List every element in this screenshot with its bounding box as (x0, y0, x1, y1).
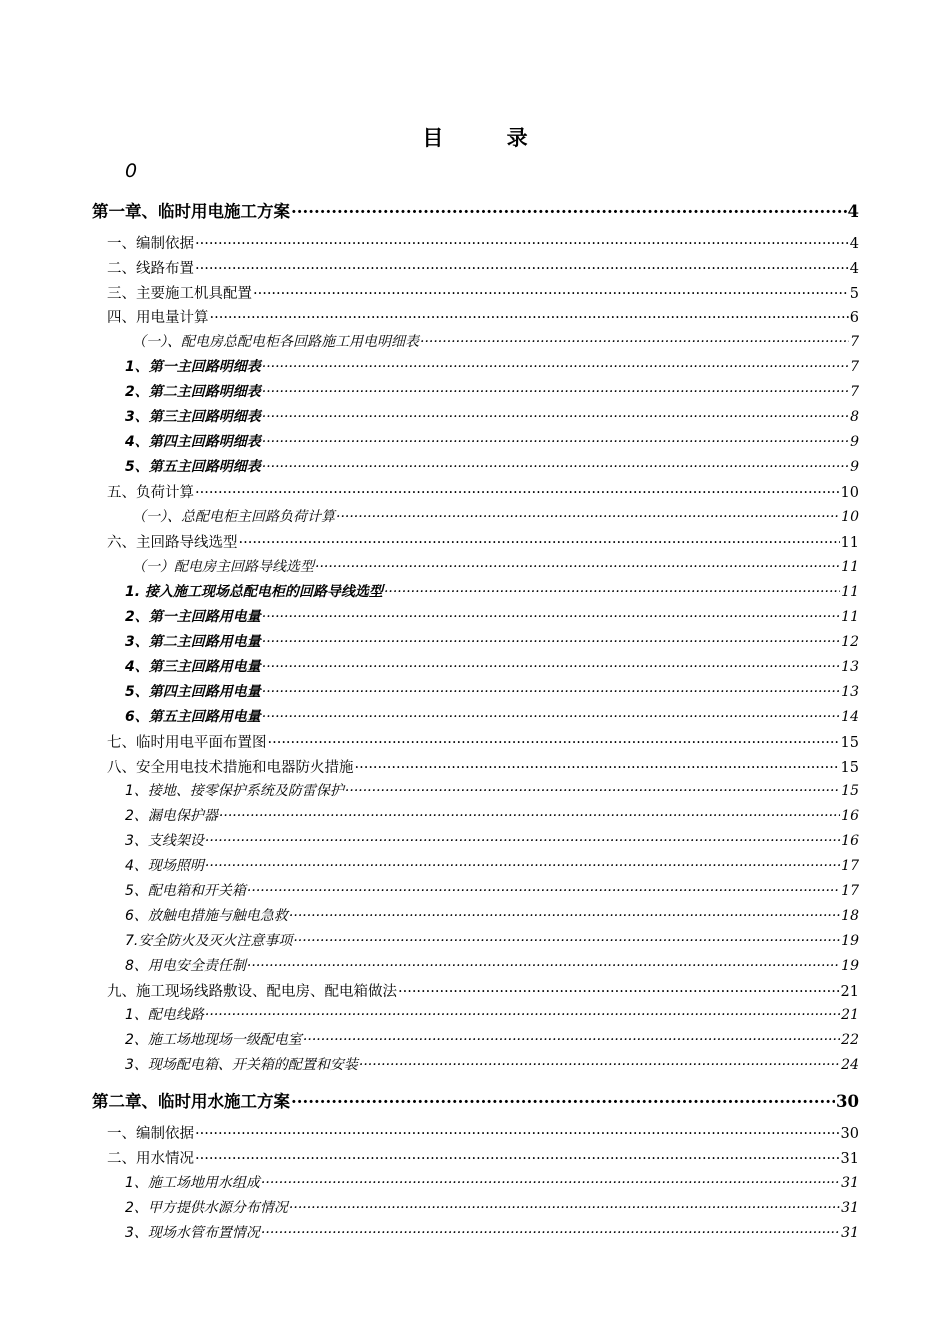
toc-entry-label: 6、放触电措施与触电急救 (125, 908, 288, 925)
toc-entry-page: 31 (841, 1175, 859, 1192)
toc-entry-label: 一、编制依据 (107, 1126, 194, 1142)
toc-entry-page: 19 (841, 958, 859, 975)
dot-leader (262, 631, 840, 646)
toc-entry-label: （一）、配电房总配电柜各回路施工用电明细表 (132, 334, 419, 351)
toc-entry[interactable] (107, 531, 859, 552)
toc-entry-page: 7 (850, 359, 859, 376)
toc-entry-label: 1、接地、接零保护系统及防雷保护 (125, 783, 344, 800)
toc-entry-page: 11 (841, 559, 859, 576)
toc-entry-label: 3、现场水管布置情况 (125, 1225, 260, 1242)
toc-entry-page: 15 (841, 783, 859, 800)
toc-entry[interactable] (125, 681, 859, 701)
toc-entry-label: 3、第三主回路明细表 (125, 409, 261, 426)
toc-entry-label: 2、第二主回路明细表 (125, 384, 261, 401)
dot-leader (195, 257, 849, 273)
dot-leader (420, 331, 849, 346)
toc-entry-page: 17 (841, 883, 859, 900)
toc-entry[interactable] (125, 456, 859, 476)
toc-entry-label: 九、施工现场线路敷设、配电房、配电箱做法 (107, 984, 397, 1000)
toc-entry-page: 31 (840, 1151, 859, 1167)
dot-leader (355, 756, 840, 772)
toc-entry-page: 7 (850, 334, 859, 351)
dot-leader (219, 805, 840, 820)
toc-entry-label: （一）配电房主回路导线选型 (132, 559, 314, 576)
dot-leader (291, 199, 847, 217)
toc-entry-label: 1、配电线路 (125, 1007, 204, 1024)
toc-entry[interactable] (132, 556, 859, 576)
toc-entry-page: 12 (841, 634, 859, 651)
toc-entry[interactable] (125, 1004, 859, 1024)
toc-entry-page: 17 (841, 858, 859, 875)
toc-entry-page: 11 (841, 584, 859, 601)
dot-leader (205, 855, 840, 870)
toc-entry-label: 2、施工场地现场一级配电室 (125, 1032, 302, 1049)
toc-entry[interactable] (125, 780, 859, 800)
dot-leader (195, 481, 840, 497)
toc-entry-label: 2、漏电保护器 (125, 808, 218, 825)
toc-entry[interactable] (107, 756, 859, 777)
toc-entry-label: 5、配电箱和开关箱 (125, 883, 246, 900)
toc-entry-label: 五、负荷计算 (107, 485, 194, 501)
toc-entry-page: 4 (849, 261, 859, 277)
toc-entry[interactable] (125, 855, 859, 875)
dot-leader (239, 531, 840, 547)
toc-entry-label: 3、现场配电箱、开关箱的配置和安装 (125, 1057, 358, 1074)
toc-entry-page: 9 (850, 459, 859, 476)
dot-leader (384, 581, 840, 596)
toc-entry[interactable] (125, 1222, 859, 1242)
toc-entry-page: 5 (849, 286, 859, 302)
toc-entry-label: 3、支线架设 (125, 833, 204, 850)
toc-entry-label: 8、用电安全责任制 (125, 958, 246, 975)
toc-entry[interactable] (125, 706, 859, 726)
dot-leader (195, 232, 849, 248)
dot-leader (359, 1054, 840, 1069)
toc-entry-page: 22 (841, 1032, 859, 1049)
toc-entry-chapter[interactable] (92, 1088, 859, 1112)
toc-entry-page: 31 (841, 1225, 859, 1242)
toc-entry-page: 24 (841, 1057, 859, 1074)
toc-entry-label: 2、甲方提供水源分布情况 (125, 1200, 288, 1217)
toc-entry[interactable] (107, 257, 859, 278)
toc-entry-label: 7.安全防火及灭火注意事项 (125, 933, 293, 950)
dot-leader (205, 1004, 840, 1019)
dot-leader (289, 1197, 840, 1212)
toc-entry-label: 第二章、临时用水施工方案 (92, 1092, 290, 1111)
toc-entry-label: （一）、总配电柜主回路负荷计算 (132, 509, 335, 526)
dot-leader (253, 282, 849, 298)
toc-entry[interactable] (125, 1029, 859, 1049)
toc-entry-label: 四、用电量计算 (107, 310, 209, 326)
toc-entry-label: 1、施工场地用水组成 (125, 1175, 260, 1192)
toc-entry-page: 18 (841, 908, 859, 925)
toc-entry-label: 六、主回路导线选型 (107, 535, 238, 551)
toc-entry-label: 二、用水情况 (107, 1151, 194, 1167)
toc-entry-page: 15 (840, 760, 859, 776)
toc-entry-label: 七、临时用电平面布置图 (107, 735, 267, 751)
toc-entry[interactable] (125, 581, 859, 601)
toc-entry-label: 二、线路布置 (107, 261, 194, 277)
toc-entry-page: 19 (841, 933, 859, 950)
dot-leader (315, 556, 840, 571)
toc-title: 目 录 (422, 126, 556, 150)
toc-entry-page: 15 (840, 735, 859, 751)
dot-leader (289, 905, 840, 920)
toc-entry-chapter[interactable] (92, 198, 859, 222)
toc-entry-label: 一、编制依据 (107, 236, 194, 252)
toc-entry-label: 1、第一主回路明细表 (125, 359, 261, 376)
toc-entry[interactable] (107, 1147, 859, 1168)
dot-leader (261, 1172, 840, 1187)
toc-entry[interactable] (107, 1122, 859, 1143)
toc-entry-page: 11 (841, 609, 859, 626)
toc-entry[interactable] (107, 731, 859, 752)
toc-entry-label: 八、安全用电技术措施和电器防火措施 (107, 760, 354, 776)
dot-leader (345, 780, 840, 795)
toc-entry-label: 4、现场照明 (125, 858, 204, 875)
toc-entry[interactable] (107, 481, 859, 502)
toc-entry-page: 13 (841, 684, 859, 701)
toc-entry-label: 第一章、临时用电施工方案 (92, 202, 290, 221)
toc-entry[interactable] (125, 656, 859, 676)
dot-leader (247, 880, 840, 895)
toc-entry-label: 5、第四主回路用电量 (125, 684, 261, 701)
toc-entry-page: 4 (847, 202, 859, 221)
dot-leader (195, 1122, 840, 1138)
toc-entry-label: 1. 接入施工现场总配电柜的回路导线选型 (125, 584, 383, 601)
toc-entry[interactable] (125, 381, 859, 401)
toc-entry-label: 5、第五主回路明细表 (125, 459, 261, 476)
dot-leader (268, 731, 840, 747)
dot-leader (205, 830, 840, 845)
stray-mark: 0 (125, 160, 138, 182)
toc-entry[interactable] (125, 830, 859, 850)
dot-leader (210, 306, 849, 322)
dot-leader (262, 656, 840, 671)
toc-entry[interactable] (107, 282, 859, 303)
dot-leader (262, 381, 849, 396)
toc-entry-label: 4、第三主回路用电量 (125, 659, 261, 676)
toc-entry[interactable] (125, 880, 859, 900)
dot-leader (293, 930, 840, 945)
toc-entry[interactable] (125, 1172, 859, 1192)
toc-entry-page: 30 (836, 1092, 859, 1111)
toc-entry[interactable] (125, 930, 859, 950)
dot-leader (398, 980, 840, 996)
dot-leader (262, 706, 840, 721)
toc-entry[interactable] (125, 606, 859, 626)
dot-leader (247, 955, 840, 970)
toc-entry-page: 9 (850, 434, 859, 451)
toc-entry[interactable] (125, 1197, 859, 1217)
toc-entry[interactable] (107, 980, 859, 1001)
toc-entry[interactable] (125, 406, 859, 426)
toc-entry[interactable] (125, 905, 859, 925)
dot-leader (262, 606, 840, 621)
dot-leader (262, 356, 849, 371)
toc-entry[interactable] (125, 631, 859, 651)
toc-entry-page: 7 (850, 384, 859, 401)
dot-leader (261, 1222, 840, 1237)
toc-entry[interactable] (107, 232, 859, 253)
dot-leader (195, 1147, 840, 1163)
toc-entry[interactable] (125, 955, 859, 975)
dot-leader (303, 1029, 840, 1044)
toc-entry-label: 3、第二主回路用电量 (125, 634, 261, 651)
toc-entry[interactable] (125, 1054, 859, 1074)
toc-entry-page: 31 (841, 1200, 859, 1217)
toc-entry[interactable] (132, 506, 859, 526)
toc-entry-page: 16 (841, 833, 859, 850)
toc-entry-page: 10 (840, 485, 859, 501)
toc-entry[interactable] (125, 356, 859, 376)
toc-entry[interactable] (125, 805, 859, 825)
dot-leader (336, 506, 840, 521)
toc-entry-page: 11 (840, 535, 859, 551)
toc-entry-page: 16 (841, 808, 859, 825)
toc-entry-label: 6、第五主回路用电量 (125, 709, 261, 726)
dot-leader (291, 1089, 835, 1107)
dot-leader (262, 431, 849, 446)
toc-entry-page: 21 (841, 1007, 859, 1024)
toc-entry-label: 三、主要施工机具配置 (107, 286, 252, 302)
toc-entry-page: 8 (850, 409, 859, 426)
toc-entry-page: 14 (841, 709, 859, 726)
toc-entry-page: 10 (841, 509, 859, 526)
dot-leader (262, 681, 840, 696)
toc-entry[interactable] (125, 431, 859, 451)
toc-entry[interactable] (132, 331, 859, 351)
toc-entry-page: 13 (841, 659, 859, 676)
toc-entry-page: 6 (849, 310, 859, 326)
toc-entry-page: 4 (849, 236, 859, 252)
toc-entry[interactable] (107, 306, 859, 327)
toc-entry-label: 2、第一主回路用电量 (125, 609, 261, 626)
toc-entry-page: 21 (840, 984, 859, 1000)
toc-entry-label: 4、第四主回路明细表 (125, 434, 261, 451)
toc-entry-page: 30 (840, 1126, 859, 1142)
dot-leader (262, 406, 849, 421)
dot-leader (262, 456, 849, 471)
